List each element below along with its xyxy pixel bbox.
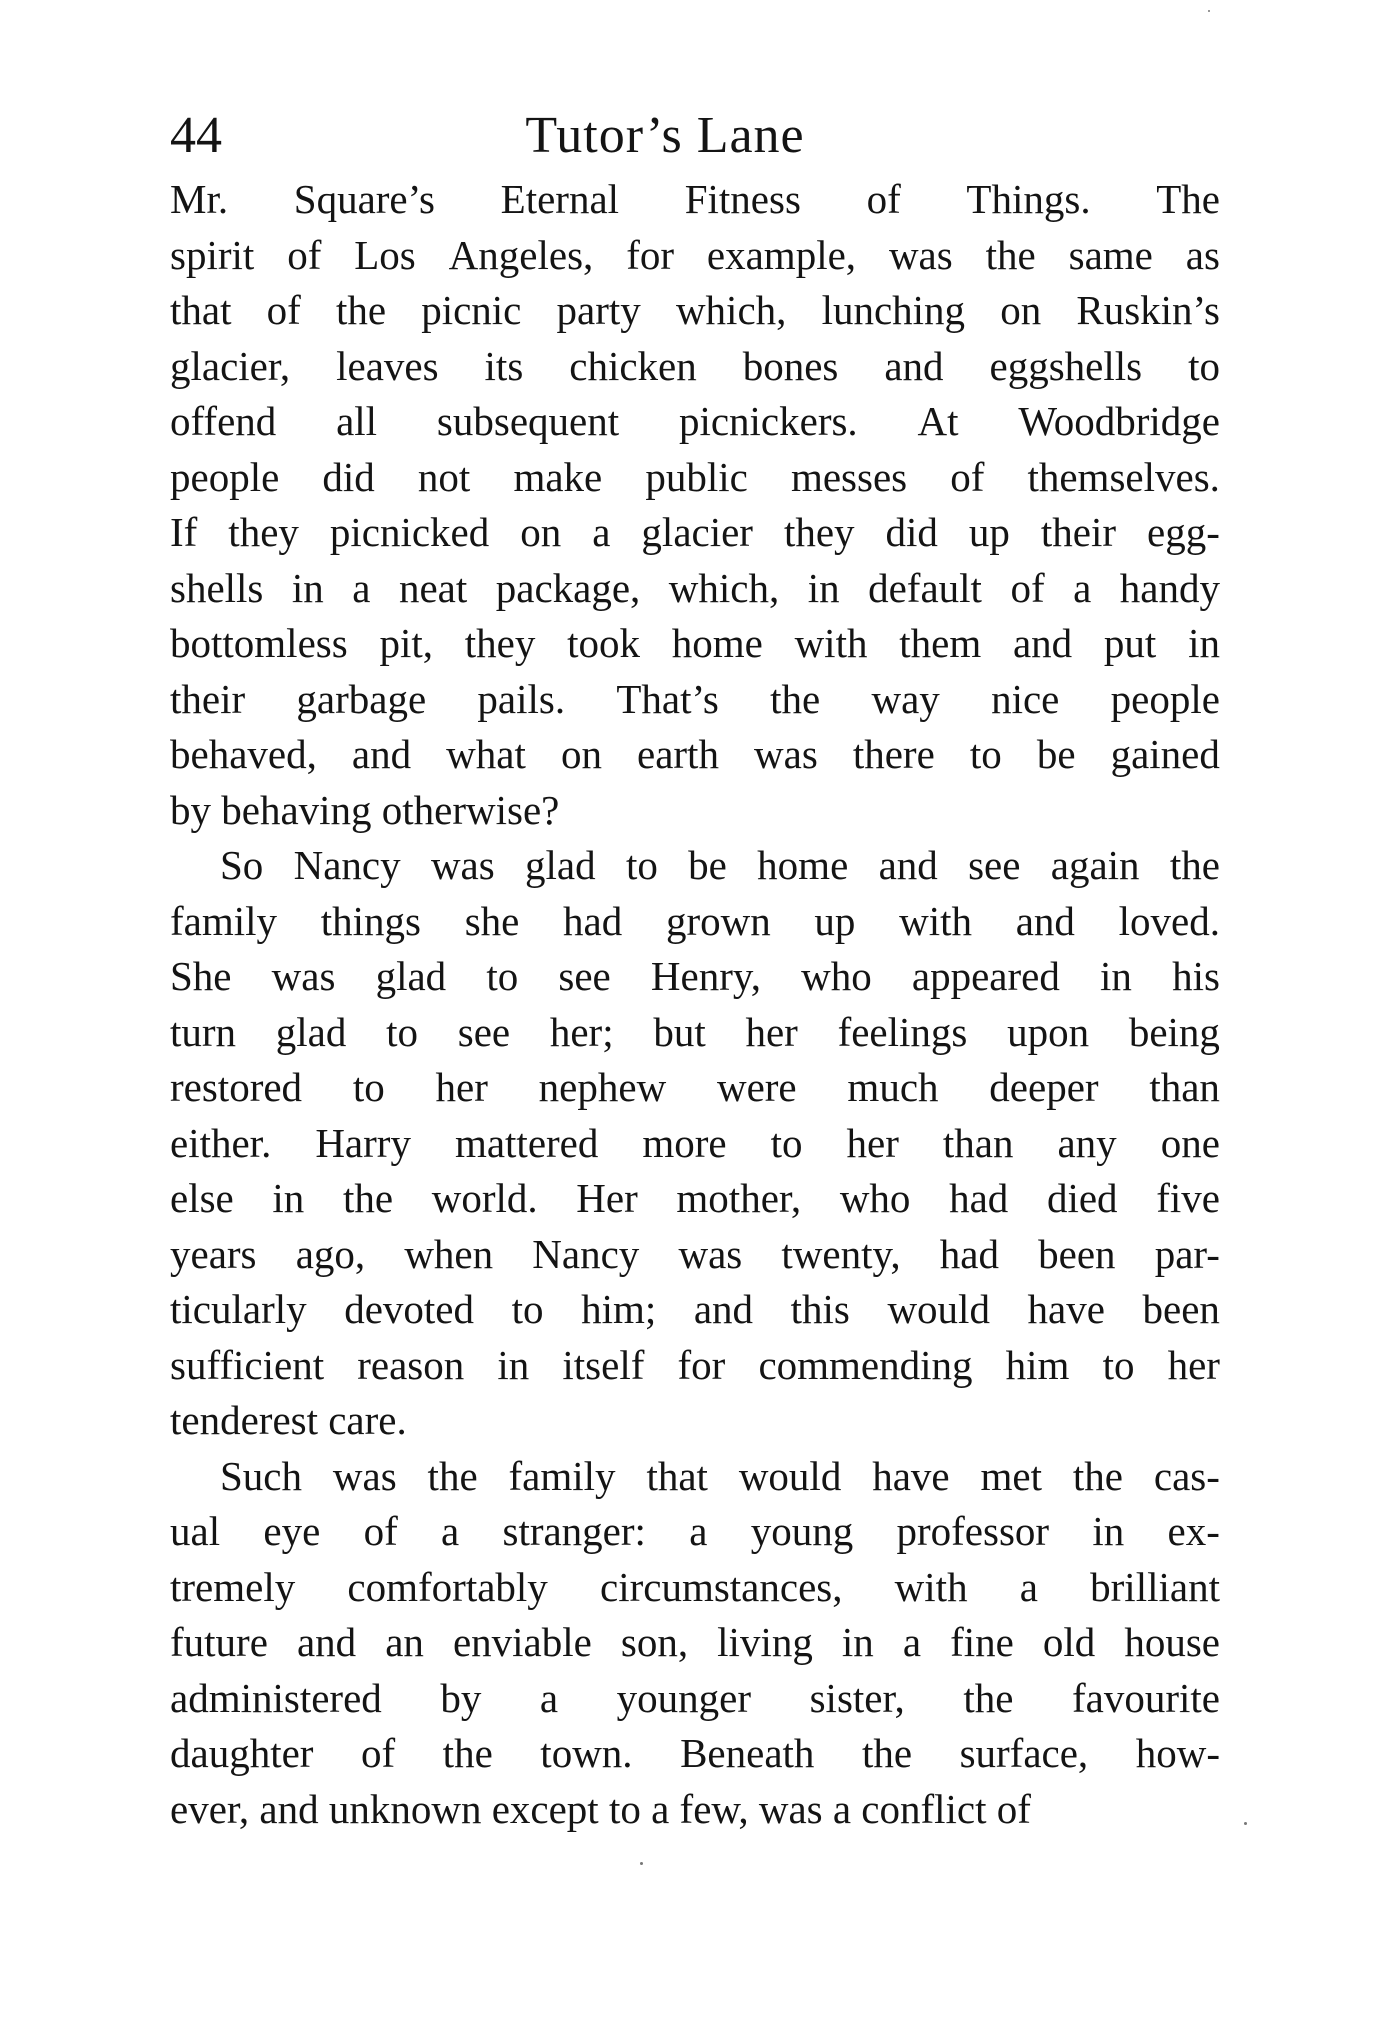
text-line: by behaving otherwise? bbox=[170, 786, 560, 833]
text-line: people did not make public messes of themselves. bbox=[170, 453, 1220, 500]
text-line: shells in a neat package, which, in default of a handy bbox=[170, 564, 1220, 611]
text-line: bottomless pit, they took home with them and put in bbox=[170, 620, 1220, 666]
text-line: If they picnicked on a glacier they did up their egg- bbox=[170, 509, 1220, 555]
text-line: administered by a younger sister, the favourite bbox=[170, 1674, 1220, 1721]
text-line: behaved, and what on earth was there to be gained bbox=[170, 731, 1220, 777]
text-line: So Nancy was glad to be home and see again the bbox=[220, 842, 1220, 888]
text-line: family things she had grown up with and loved. bbox=[170, 897, 1220, 944]
text-line: tremely comfortably circumstances, with a brilliant bbox=[170, 1563, 1220, 1610]
paper-speck bbox=[1208, 10, 1210, 12]
text-line: their garbage pails. That’s the way nice people bbox=[170, 675, 1220, 722]
text-line: else in the world. Her mother, who had died five bbox=[170, 1175, 1220, 1221]
paragraph bbox=[170, 838, 1220, 1449]
running-title: Tutor’s Lane bbox=[525, 107, 805, 164]
paper-speck bbox=[1244, 1822, 1247, 1825]
text-line: ticularly devoted to him; and this would have been bbox=[170, 1286, 1220, 1332]
text-line: spirit of Los Angeles, for example, was the same as bbox=[170, 231, 1220, 278]
text-line: daughter of the town. Beneath the surface, how- bbox=[170, 1730, 1220, 1776]
text-line: Mr. Square’s Eternal Fitness of Things. The bbox=[170, 176, 1220, 222]
text-line: glacier, leaves its chicken bones and eggshells to bbox=[170, 342, 1220, 389]
page-number: 44 bbox=[170, 107, 222, 164]
text-line: years ago, when Nancy was twenty, had been par- bbox=[170, 1230, 1220, 1277]
text-line: restored to her nephew were much deeper than bbox=[170, 1064, 1220, 1110]
paragraph bbox=[170, 172, 1220, 838]
text-line: turn glad to see her; but her feelings upon being bbox=[170, 1008, 1220, 1055]
text-line: Such was the family that would have met the cas- bbox=[220, 1452, 1220, 1499]
text-line: She was glad to see Henry, who appeared in his bbox=[170, 953, 1220, 999]
text-line: ever, and unknown except to a few, was a conflict of bbox=[170, 1785, 1031, 1832]
text-line: that of the picnic party which, lunching on Ruskin’s bbox=[170, 287, 1220, 333]
paragraph bbox=[170, 1449, 1220, 1838]
body-text bbox=[170, 172, 1220, 1837]
text-line: future and an enviable son, living in a fine old house bbox=[170, 1619, 1220, 1665]
text-line: either. Harry mattered more to her than any one bbox=[170, 1119, 1220, 1166]
text-line: sufficient reason in itself for commending him to her bbox=[170, 1341, 1220, 1388]
paper-speck bbox=[640, 1862, 643, 1865]
text-line: tenderest care. bbox=[170, 1397, 407, 1443]
text-line: ual eye of a stranger: a young professor in ex- bbox=[170, 1508, 1220, 1554]
running-head bbox=[170, 96, 1220, 176]
text-line: offend all subsequent picnickers. At Woodbridge bbox=[170, 398, 1220, 444]
